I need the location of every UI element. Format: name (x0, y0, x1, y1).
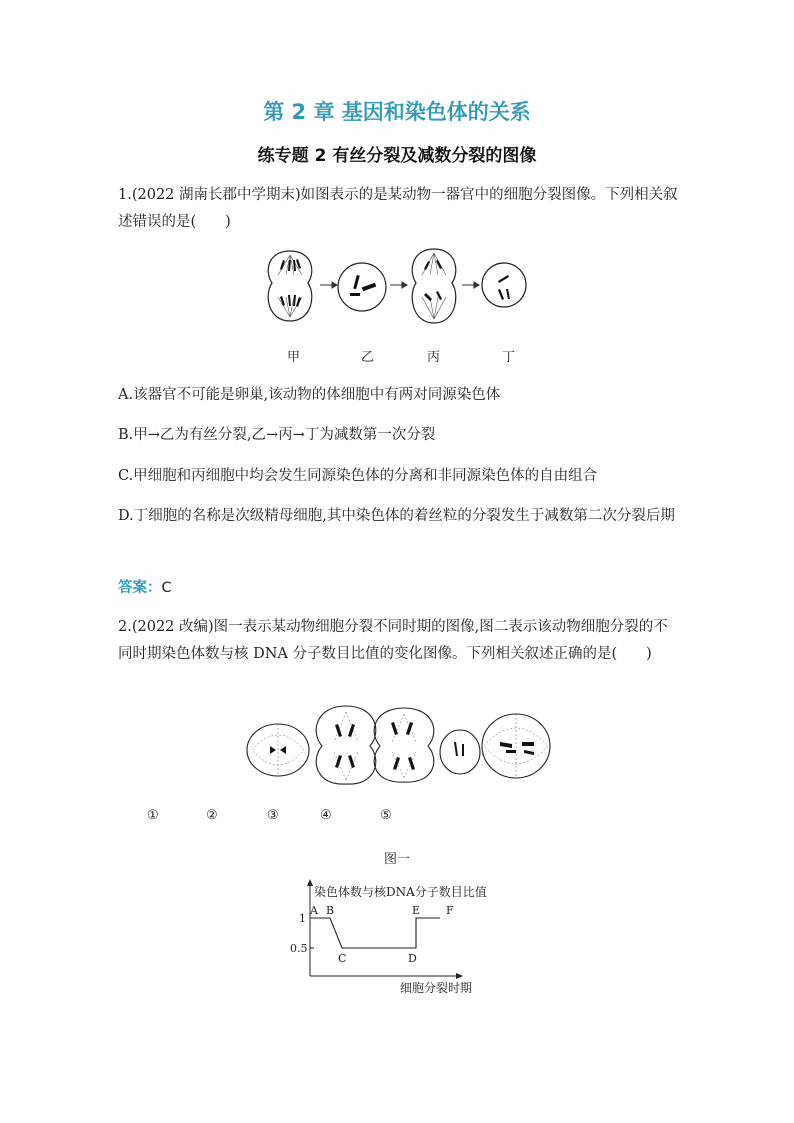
fig1-label-4: ④ (320, 808, 332, 823)
y-axis-arrow (307, 879, 313, 886)
fig1-label-3: ③ (267, 808, 279, 823)
fig1-label-2: ② (206, 808, 218, 823)
q2-stem: 2.(2022 改编)图一表示某动物细胞分裂不同时期的图像,图二表示该动物细胞分裂的不同时期染色体数与核 DNA 分子数目比值的变化图像。下列相关叙述正确的是( ) (118, 619, 668, 662)
ratio-series-line (314, 918, 440, 948)
y-tick-1: 1 (299, 912, 306, 925)
q1-label-bing: 丙 (427, 350, 441, 365)
x-axis-arrow (456, 973, 463, 979)
q1-label-yi: 乙 (361, 350, 375, 365)
point-label-a: A (310, 904, 318, 917)
q1-stem: 1.(2022 湖南长郡中学期末)如图表示的是某动物一器官中的细胞分裂图像。下列相关叙述错误的是( ) (118, 187, 678, 230)
cell-ding (482, 263, 526, 307)
q1-option-d: D.丁细胞的名称是次级精母细胞,其中染色体的着丝粒的分裂发生于减数第二次分裂后期 (118, 508, 675, 524)
y-axis-label: 染色体数与核DNA分子数目比值 (314, 885, 487, 899)
answer-label: 答案： (118, 580, 162, 596)
point-label-d: D (408, 952, 417, 965)
x-axis-label: 细胞分裂时期 (400, 981, 473, 995)
q1-option-a: A.该器官不可能是卵巢,该动物的体细胞中有两对同源染色体 (118, 387, 501, 403)
q1-cell-figure (262, 245, 532, 327)
point-label-f: F (446, 904, 454, 917)
chapter-title: 第 2 章 基因和染色体的关系 (263, 100, 531, 124)
q2-figure-two-chart (280, 876, 520, 1000)
cell-bing (412, 249, 456, 323)
point-label-c: C (338, 952, 347, 965)
fig1-label-5: ⑤ (380, 808, 392, 823)
answer-value: C (161, 580, 172, 596)
point-label-e: E (412, 904, 421, 917)
fig1-label-1: ① (147, 808, 159, 823)
cell-4 (440, 730, 480, 774)
cell-3 (374, 708, 434, 782)
q1-answer (118, 576, 172, 597)
q1-label-jia: 甲 (287, 350, 301, 365)
q1-option-c: C.甲细胞和丙细胞中均会发生同源染色体的分离和非同源染色体的自由组合 (118, 468, 598, 484)
q1-label-ding: 丁 (502, 350, 516, 365)
section-title: 练专题 2 有丝分裂及减数分裂的图像 (257, 146, 537, 166)
fig1-caption: 图一 (384, 852, 411, 867)
cell-yi (338, 263, 386, 311)
q1-option-b: B.甲→乙为有丝分裂,乙→丙→丁为减数第一次分裂 (118, 427, 436, 443)
q2-figure-one (244, 702, 554, 786)
y-tick-0-5: 0.5 (290, 942, 308, 955)
point-label-b: B (326, 904, 335, 917)
cell-2 (316, 706, 376, 784)
